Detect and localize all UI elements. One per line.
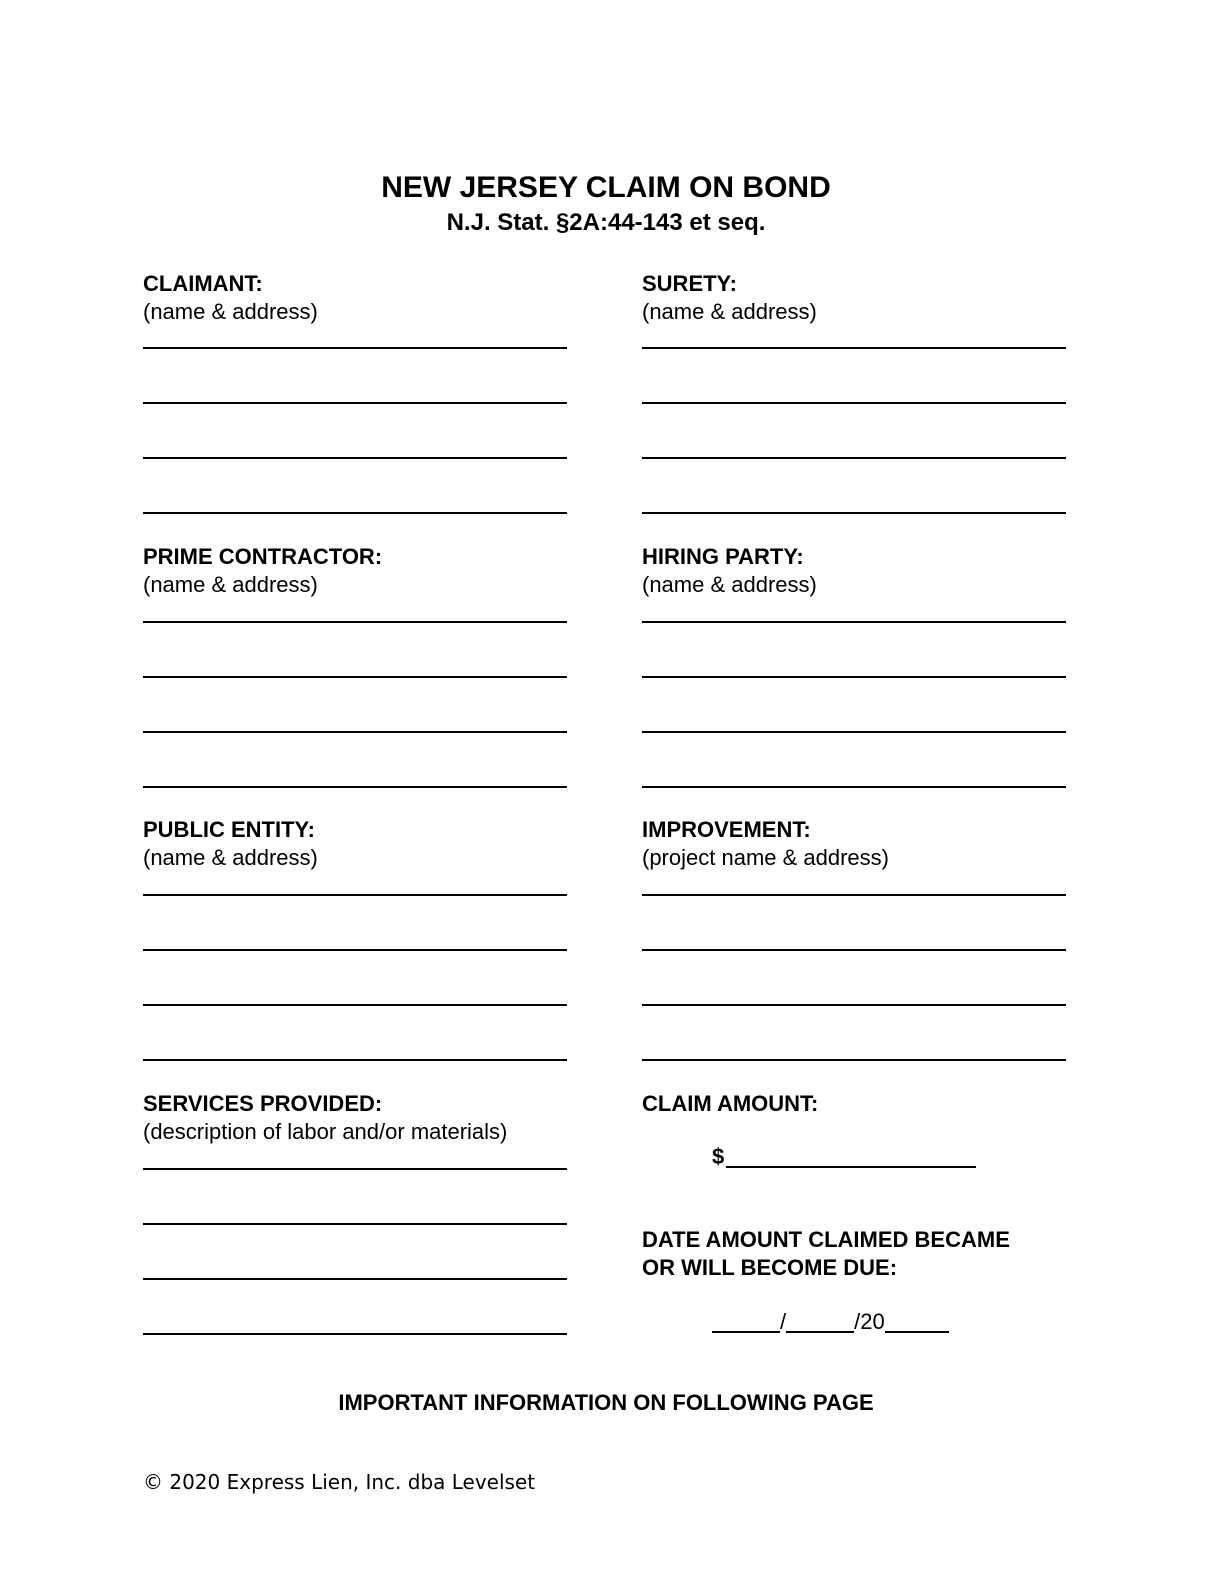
claimant-hint: (name & address)	[143, 299, 318, 324]
date-due-field[interactable]	[712, 1308, 949, 1336]
improvement-line-1[interactable]	[642, 894, 1066, 896]
document-title: NEW JERSEY CLAIM ON BOND	[381, 171, 831, 204]
hiring-party-line-4[interactable]	[642, 786, 1066, 788]
prime-contractor-hint: (name & address)	[143, 572, 318, 597]
statute-reference: N.J. Stat. §2A:44-143 et seq.	[446, 209, 766, 236]
services-provided-line-4[interactable]	[143, 1333, 567, 1335]
currency-symbol: $	[712, 1144, 725, 1169]
surety-line-2[interactable]	[642, 402, 1066, 404]
public-entity-hint: (name & address)	[143, 845, 318, 870]
prime-contractor-line-3[interactable]	[143, 731, 567, 733]
surety-line-4[interactable]	[642, 512, 1066, 514]
claimant-line-3[interactable]	[143, 457, 567, 459]
improvement-line-4[interactable]	[642, 1059, 1066, 1061]
prime-contractor-line-2[interactable]	[143, 676, 567, 678]
services-provided-line-3[interactable]	[143, 1278, 567, 1280]
claim-amount-field[interactable]	[712, 1144, 976, 1170]
public-entity-line-4[interactable]	[143, 1059, 567, 1061]
prime-contractor-line-1[interactable]	[143, 621, 567, 623]
surety-label: SURETY:	[642, 271, 737, 296]
claimant-line-1[interactable]	[143, 347, 567, 349]
improvement-hint: (project name & address)	[642, 845, 889, 870]
surety-line-1[interactable]	[642, 347, 1066, 349]
claimant-label: CLAIMANT:	[143, 271, 263, 296]
prime-contractor-label: PRIME CONTRACTOR:	[143, 544, 383, 569]
date-month-blank[interactable]	[712, 1331, 780, 1333]
date-year-prefix: 20	[860, 1309, 885, 1334]
services-provided-line-2[interactable]	[143, 1223, 567, 1225]
improvement-label: IMPROVEMENT:	[642, 817, 811, 842]
hiring-party-line-1[interactable]	[642, 621, 1066, 623]
hiring-party-line-2[interactable]	[642, 676, 1066, 678]
copyright-footer: © 2020 Express Lien, Inc. dba Levelset	[143, 1470, 536, 1494]
prime-contractor-line-4[interactable]	[143, 786, 567, 788]
services-provided-line-1[interactable]	[143, 1168, 567, 1170]
date-separator-2: /	[854, 1309, 861, 1334]
services-provided-label: SERVICES PROVIDED:	[143, 1091, 383, 1116]
date-due-label-line2: OR WILL BECOME DUE:	[642, 1255, 898, 1280]
public-entity-line-3[interactable]	[143, 1004, 567, 1006]
surety-line-3[interactable]	[642, 457, 1066, 459]
services-provided-hint: (description of labor and/or materials)	[143, 1119, 508, 1144]
claim-amount-line[interactable]	[726, 1166, 976, 1168]
claim-amount-label: CLAIM AMOUNT:	[642, 1091, 819, 1116]
hiring-party-hint: (name & address)	[642, 572, 817, 597]
public-entity-label: PUBLIC ENTITY:	[143, 817, 315, 842]
hiring-party-label: HIRING PARTY:	[642, 544, 804, 569]
important-notice: IMPORTANT INFORMATION ON FOLLOWING PAGE	[338, 1390, 874, 1415]
hiring-party-line-3[interactable]	[642, 731, 1066, 733]
public-entity-line-1[interactable]	[143, 894, 567, 896]
date-separator-1: /	[780, 1309, 787, 1334]
date-year-blank[interactable]	[885, 1331, 949, 1333]
surety-hint: (name & address)	[642, 299, 817, 324]
improvement-line-2[interactable]	[642, 949, 1066, 951]
date-due-label-line1: DATE AMOUNT CLAIMED BECAME	[642, 1227, 1010, 1252]
improvement-line-3[interactable]	[642, 1004, 1066, 1006]
claimant-line-2[interactable]	[143, 402, 567, 404]
date-day-blank[interactable]	[786, 1331, 854, 1333]
claimant-line-4[interactable]	[143, 512, 567, 514]
public-entity-line-2[interactable]	[143, 949, 567, 951]
